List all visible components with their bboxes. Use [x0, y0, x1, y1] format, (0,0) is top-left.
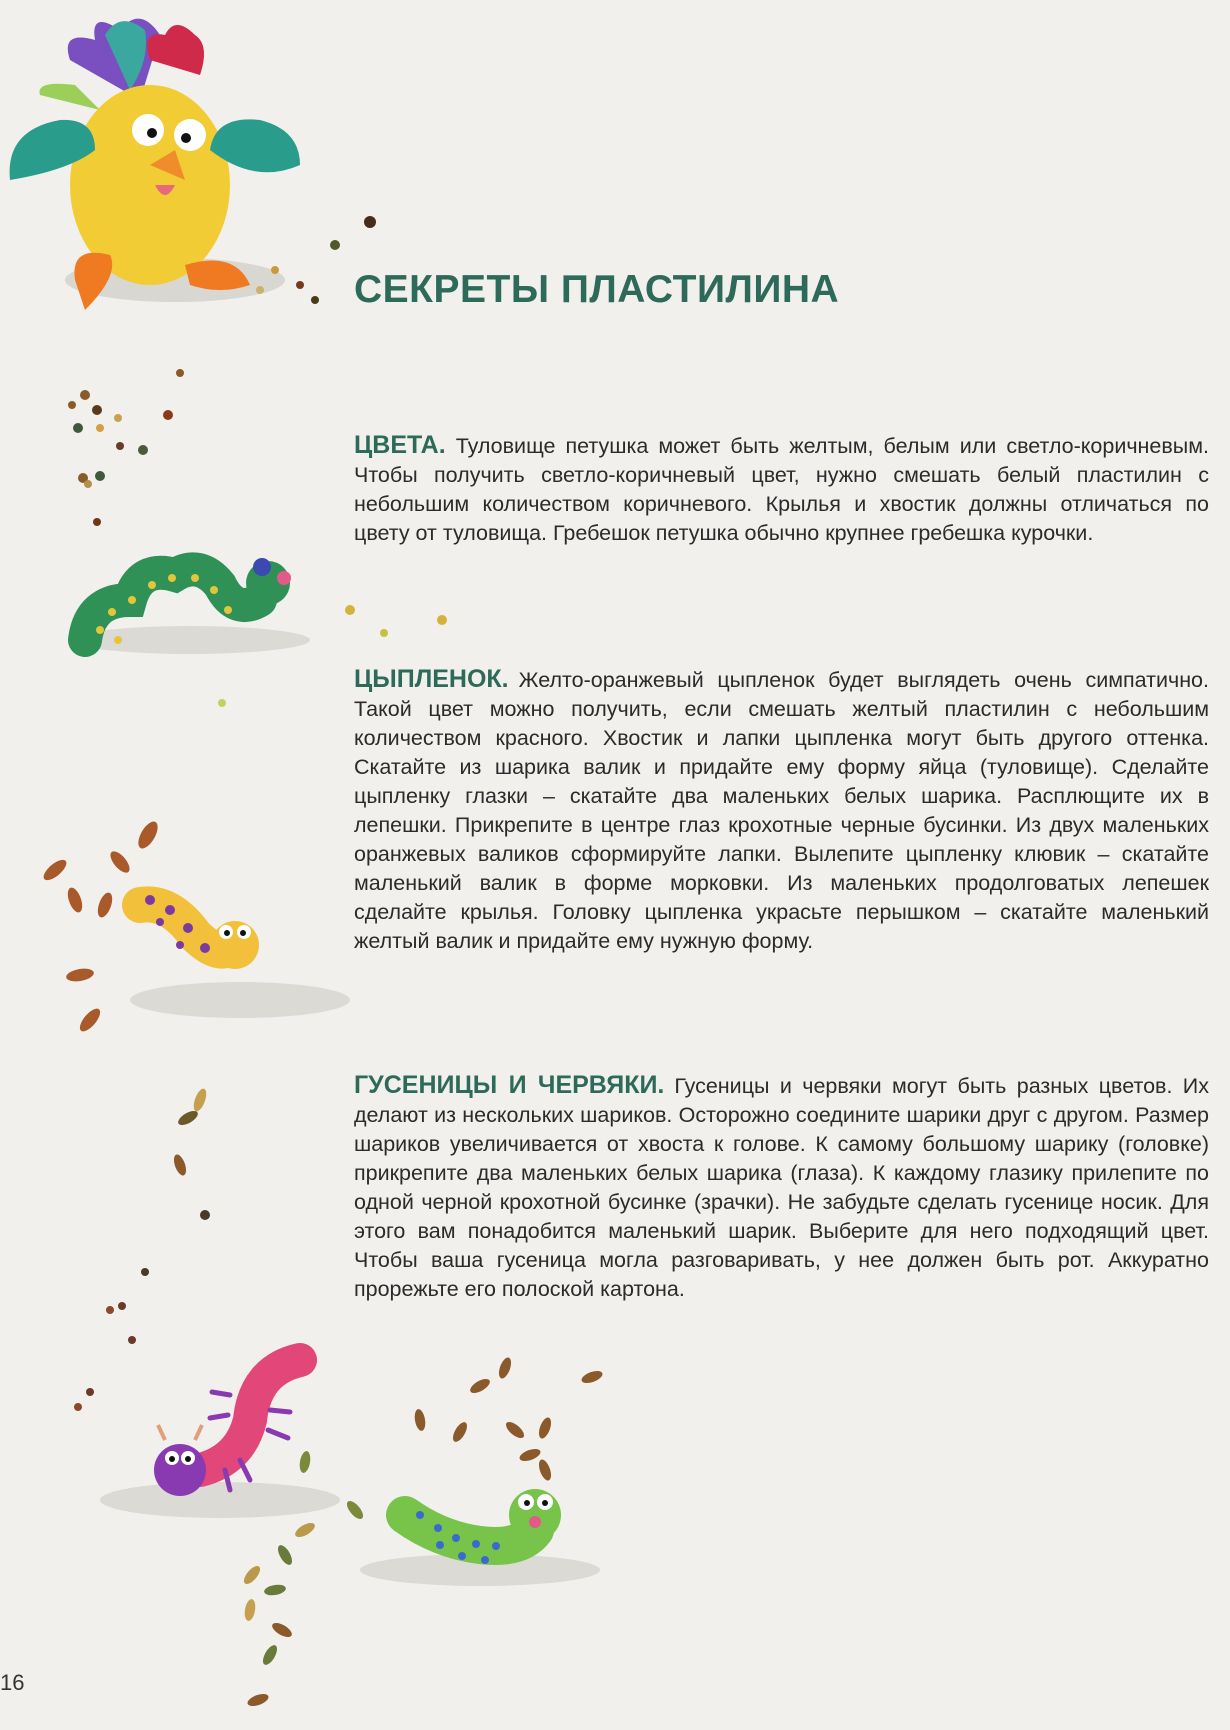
lime-worm-illustration — [360, 1489, 600, 1586]
yellow-caterpillar-illustration — [40, 819, 350, 1035]
section-caterpillars — [354, 1071, 1209, 1304]
page-title: СЕКРЕТЫ ПЛАСТИЛИНА — [354, 268, 840, 311]
rooster-illustration — [10, 19, 376, 310]
section-colors — [354, 431, 1209, 548]
page-number: 16 — [0, 1670, 25, 1695]
seed-scatter-middle — [74, 1087, 210, 1411]
section-heading: ГУСЕНИЦЫ И ЧЕРВЯКИ. — [354, 1071, 665, 1099]
section-text: Гусеницы и червяки могут быть разных цветов. Их делают из нескольких шариков. Осторожно соедините шарики друг с другом. Размер шариков увеличивается от хвоста к голове. К самому большому шарику (головке) прикрепите два маленьких белых шарика (глаза). К каждому глазику прилепите по одной черной крохотной бусинке (зрачки). Не забудьте сделать гусенице носик. Для этого вам понадобится маленький шарик. Выберите для него подходящий цвет. Чтобы ваша гусеница могла разговаривать, у нее должен быть рот. Аккуратно прорежьте его полоской картона. — [354, 1074, 1210, 1301]
section-text: Туловище петушка может быть желтым, белым или светло-коричневым. Чтобы получить светло-коричневый цвет, нужно смешать белый пластилин с небольшим количеством коричневого. Крылья и хвостик должны отличаться по цвету от туловища. Гребешок петушка обычно крупнее гребешка курочки. — [354, 434, 1209, 545]
green-worm-illustration — [70, 558, 310, 654]
section-chick — [354, 665, 1209, 956]
section-heading: ЦЫПЛЕНОК. — [354, 665, 509, 693]
section-text: Желто-оранжевый цыпленок будет выглядеть очень симпатично. Такой цвет можно получить, если смешать желтый пластилин с небольшим количеством красного. Хвостик и лапки цыпленка могут быть другого оттенка. Скатайте из шарика валик и придайте ему форму яйца (туловище). Сделайте цыпленку глазки – скатайте два маленьких белых шарика. Расплющите их в лепешки. Прикрепите в центре глаз крохотные черные бусинки. Из двух маленьких оранжевых валиков сформируйте лапки. Вылепите цыпленку клювик – скатайте маленький валик в форме морковки. Из маленьких продолговатых лепешек сделайте крылья. Головку цыпленка украсьте перышком – скатайте маленький желтый валик и придайте ему нужную форму. — [354, 668, 1209, 953]
pink-centipede-illustration — [100, 1360, 340, 1518]
section-heading: ЦВЕТА. — [354, 431, 446, 459]
